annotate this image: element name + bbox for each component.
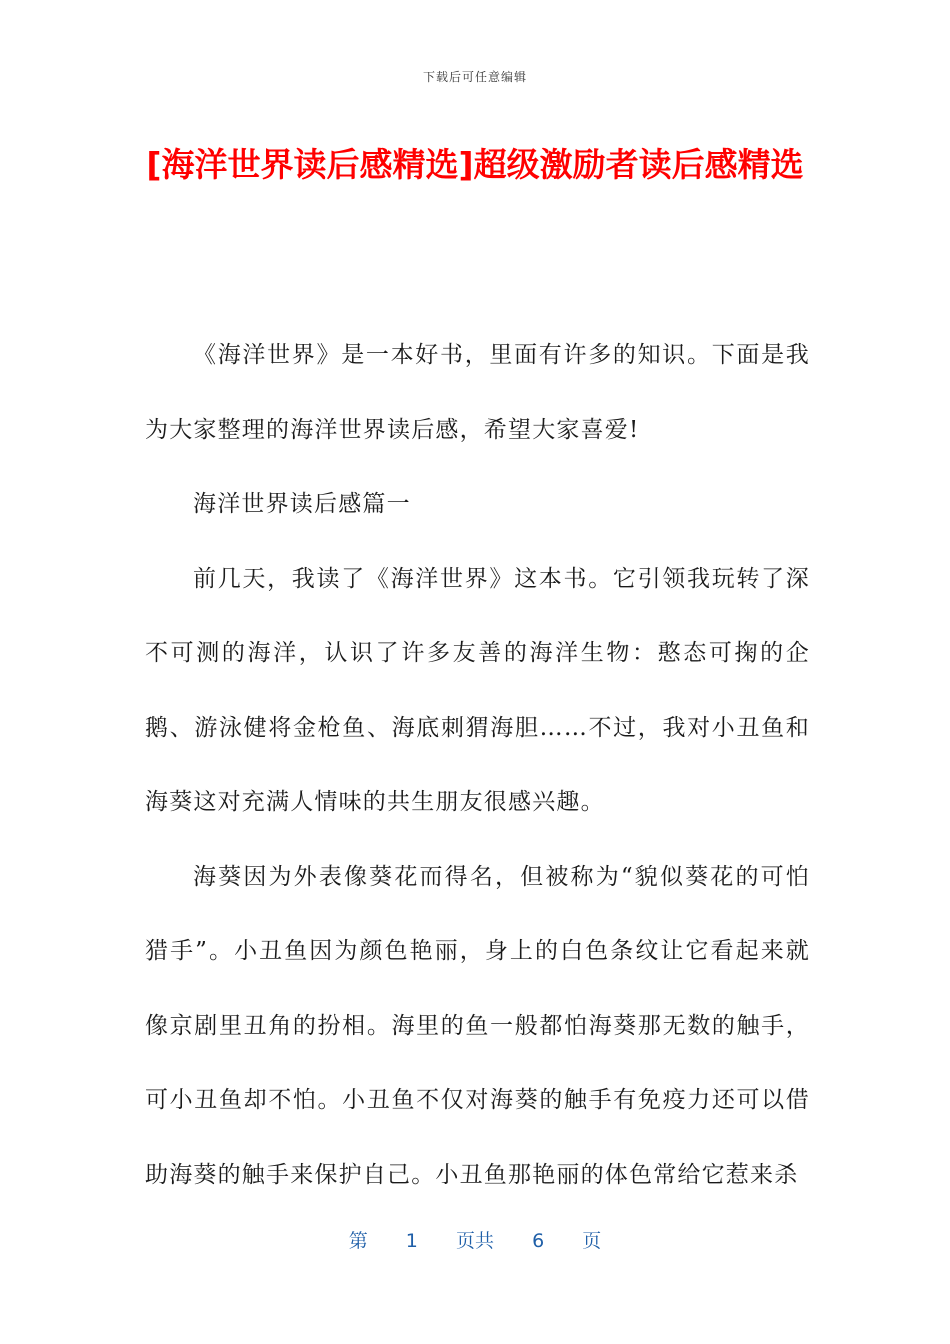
document-body: [145, 318, 810, 1212]
footer-label-page: 第: [348, 1230, 368, 1252]
paragraph: 前几天，我读了《海洋世界》这本书。它引领我玩转了深不可测的海洋，认识了许多友善的海洋生物：憨态可掬的企鹅、游泳健将金枪鱼、海底刺猬海胆……不过，我对小丑鱼和海葵这对充满人情味的共生朋友很感兴趣。: [145, 565, 810, 815]
paragraph: 海葵因为外表像葵花而得名，但被称为“貌似葵花的可怕猎手”。小丑鱼因为颜色艳丽，身上的白色条纹让它看起来就像京剧里丑角的扮相。海里的鱼一般都怕海葵那无数的触手，可小丑鱼却不怕。小丑鱼不仅对海葵的触手有免疫力还可以借助海葵的触手来保护自己。小丑鱼那艳丽的体色常给它惹来杀: [145, 863, 810, 1188]
header-note: 下载后可任意编辑: [422, 70, 527, 84]
paragraph: 《海洋世界》是一本好书，里面有许多的知识。下面是我为大家整理的海洋世界读后感，希望大家喜爱!: [145, 342, 810, 443]
footer-total-pages: 6: [532, 1230, 545, 1252]
section-heading: 海洋世界读后感篇一: [193, 491, 411, 517]
page-footer: [0, 1226, 950, 1253]
footer-label-end: 页: [582, 1230, 602, 1252]
footer-current-page: 1: [405, 1230, 418, 1252]
document-title: [海洋世界读后感精选]超级激励者读后感精选: [146, 145, 804, 184]
footer-label-of: 页共: [455, 1230, 494, 1252]
